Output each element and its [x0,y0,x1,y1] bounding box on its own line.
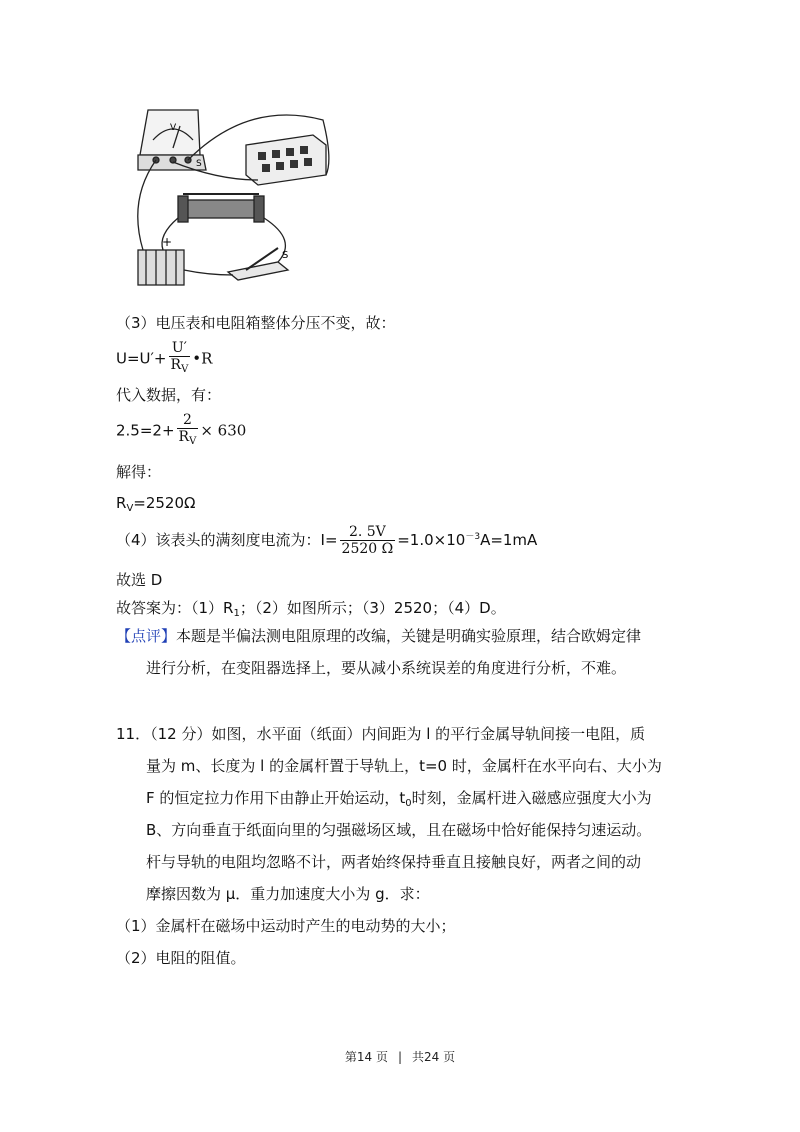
step4-fraction [340,524,396,557]
step4-rhs-a: =1.0×10 [397,531,466,549]
footer-separator: | [397,1050,403,1064]
wire-1 [138,160,156,250]
circuit-figure [128,100,338,295]
step4-num: 2. 5V [340,524,396,541]
question-line-4: B、方向垂直于纸面向里的匀强磁场区域，且在磁场中恰好能保持匀速运动。 [146,821,652,839]
choose-text: 故选 D [116,571,163,589]
answer-sub: 1 [233,608,240,619]
step4-prefix: （4）该表头的满刻度电流为：I= [116,531,338,549]
formula-2-rhs: × 630 [200,421,247,440]
circuit-diagram [128,100,338,295]
comment-line-2: 进行分析，在变阻器选择上，要从减小系统误差的角度进行分析，不难。 [146,659,627,677]
sub-question-2: （2）电阻的阻值。 [116,949,246,967]
formula-1-den-sub: V [181,364,189,375]
comment-text-1: 本题是半偏法测电阻原理的改编，关键是明确实验原理，结合欧姆定律 [176,627,642,645]
formula-1-rhs: •R [192,349,213,368]
step4-den: 2520 Ω [341,541,394,557]
solve-text: 解得： [116,463,162,481]
result-sub: V [126,503,134,514]
substitute-text: 代入数据，有： [116,386,222,404]
page-total: 共24 页 [412,1050,456,1064]
voltmeter-label: V [170,123,177,133]
rheostat-coil [186,200,256,218]
step4-text [116,520,537,557]
answer-b: ；（2）如图所示；（3）2520；（4）D。 [239,599,506,617]
formula-1 [116,340,212,378]
result-text [116,493,196,519]
comment-line-1 [116,620,641,652]
question-line-3-a: F 的恒定拉力作用下由静止开始运动，t [146,789,406,807]
formula-2-num: 2 [177,412,199,429]
question-line-1: 11．（12 分）如图，水平面（纸面）内间距为 l 的平行金属导轨间接一电阻，质 [116,725,646,743]
formula-2-fraction [177,412,199,450]
question-line-2: 量为 m、长度为 l 的金属杆置于导轨上，t=0 时，金属杆在水平向右、大小为 [146,757,662,775]
comment-tag: 【点评】 [116,627,177,645]
answer-a: 故答案为：（1）R [116,599,234,617]
formula-2-den-sub: V [189,436,197,447]
battery [138,250,184,285]
question-line-6: 摩擦因数为 μ．重力加速度大小为 g．求： [146,885,430,903]
voltmeter-terminal-label: S [196,159,202,169]
formula-2 [116,412,246,450]
formula-1-num: U′ [169,340,191,357]
formula-2-lhs: 2.5=2+ [116,421,175,440]
formula-1-lhs: U=U′+ [116,349,167,368]
step4-rhs-b: A=1mA [480,531,538,549]
question-line-5: 杆与导轨的电阻均忽略不计，两者始终保持垂直且接触良好，两者之间的动 [146,853,642,871]
question-line-3-b: 时刻，金属杆进入磁感应强度大小为 [411,789,652,807]
step3-intro: （3）电压表和电阻箱整体分压不变，故： [116,314,396,332]
switch-label: S [282,250,289,261]
page-number: 第14 页 [344,1050,388,1064]
step4-rhs-exp: －3 [465,532,481,542]
formula-1-den: R [170,357,182,373]
page-footer [0,1048,800,1065]
switch-base [228,262,288,280]
formula-2-den: R [178,429,190,445]
battery-plus-label: + [162,235,173,249]
result-rhs: =2520Ω [133,494,196,512]
result-lhs: R [116,494,127,512]
wire-6 [184,270,233,275]
sub-question-1: （1）金属杆在磁场中运动时产生的电动势的大小； [116,917,456,935]
formula-1-fraction [169,340,191,378]
question-line-3-sub: 0 [405,798,412,809]
